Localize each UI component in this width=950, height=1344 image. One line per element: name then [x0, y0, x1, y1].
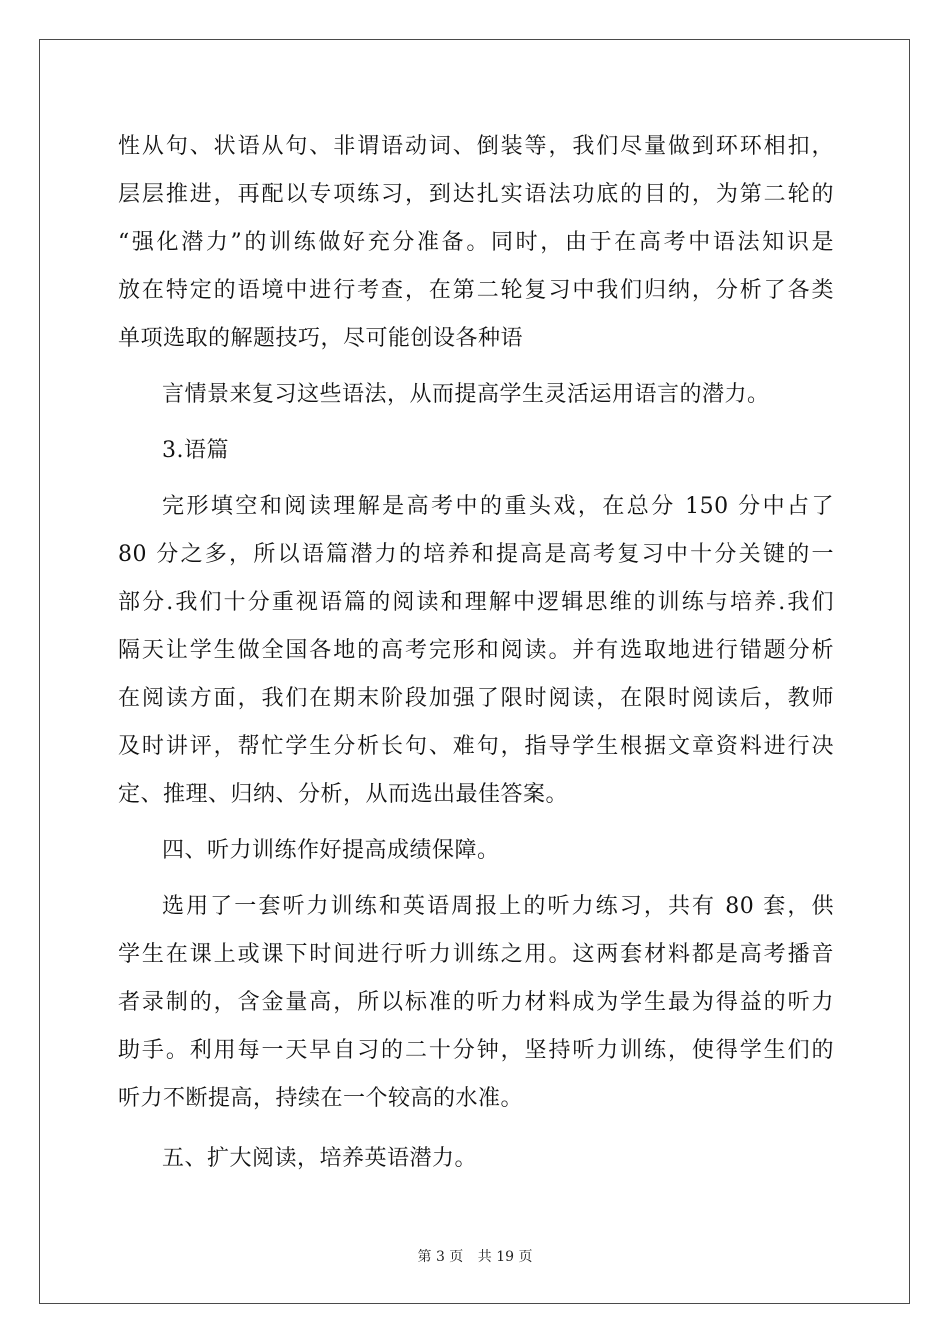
text-line: 助手。利用每一天早自习的二十分钟，坚持听力训练，使得学生们的 — [118, 1038, 834, 1063]
text-line: 在阅读方面，我们在期末阶段加强了限时阅读，在限时阅读后，教师 — [118, 686, 834, 711]
text-line: 单项选取的解题技巧，尽可能创设各种语 — [118, 326, 524, 351]
text-line: 隔天让学生做全国各地的高考完形和阅读。并有选取地进行错题分析 — [118, 638, 834, 663]
text-line: 者录制的，含金量高，所以标准的听力材料成为学生最为得益的听力 — [118, 990, 834, 1015]
text-line: 层层推进，再配以专项练习，到达扎实语法功底的目的，为第二轮的 — [118, 182, 834, 207]
text-line: 听力不断提高，持续在一个较高的水准。 — [118, 1086, 524, 1111]
text-line: 性从句、状语从句、非谓语动词、倒装等，我们尽量做到环环相扣， — [118, 134, 834, 159]
text-line: 完形填空和阅读理解是高考中的重头戏，在总分 150 分中占了 — [162, 494, 834, 519]
text-line: 放在特定的语境中进行考查，在第二轮复习中我们归纳，分析了各类 — [118, 278, 834, 303]
section-heading — [118, 832, 834, 880]
section-heading — [118, 432, 834, 480]
text-line: 80 分之多，所以语篇潜力的培养和提高是高考复习中十分关键的一 — [118, 542, 834, 567]
section-heading — [118, 1140, 834, 1188]
text-line: 部分.我们十分重视语篇的阅读和理解中逻辑思维的训练与培养.我们 — [118, 590, 834, 615]
page-total: 共 19 页 — [477, 1249, 533, 1265]
text-line: 学生在课上或课下时间进行听力训练之用。这两套材料都是高考播音 — [118, 942, 834, 967]
paragraph — [118, 488, 834, 824]
text-line: 定、推理、归纳、分析，从而选出最佳答案。 — [118, 782, 569, 807]
text-line: 选用了一套听力训练和英语周报上的听力练习，共有 80 套，供 — [162, 894, 834, 919]
page-number: 第 3 页 — [417, 1249, 464, 1265]
text-line: “强化潜力”的训练做好充分准备。同时，由于在高考中语法知识是 — [118, 230, 834, 255]
text-line: 五、扩大阅读，培养英语潜力。 — [162, 1146, 478, 1171]
text-line: 言情景来复习这些语法，从而提高学生灵活运用语言的潜力。 — [162, 382, 770, 407]
page-footer — [0, 1246, 950, 1266]
document-body — [118, 128, 834, 1188]
text-line: 3.语篇 — [162, 438, 229, 463]
text-line: 及时讲评，帮忙学生分析长句、难句，指导学生根据文章资料进行决 — [118, 734, 834, 759]
paragraph — [118, 128, 834, 368]
paragraph — [118, 888, 834, 1128]
text-line: 四、听力训练作好提高成绩保障。 — [162, 838, 500, 863]
paragraph — [118, 376, 834, 424]
